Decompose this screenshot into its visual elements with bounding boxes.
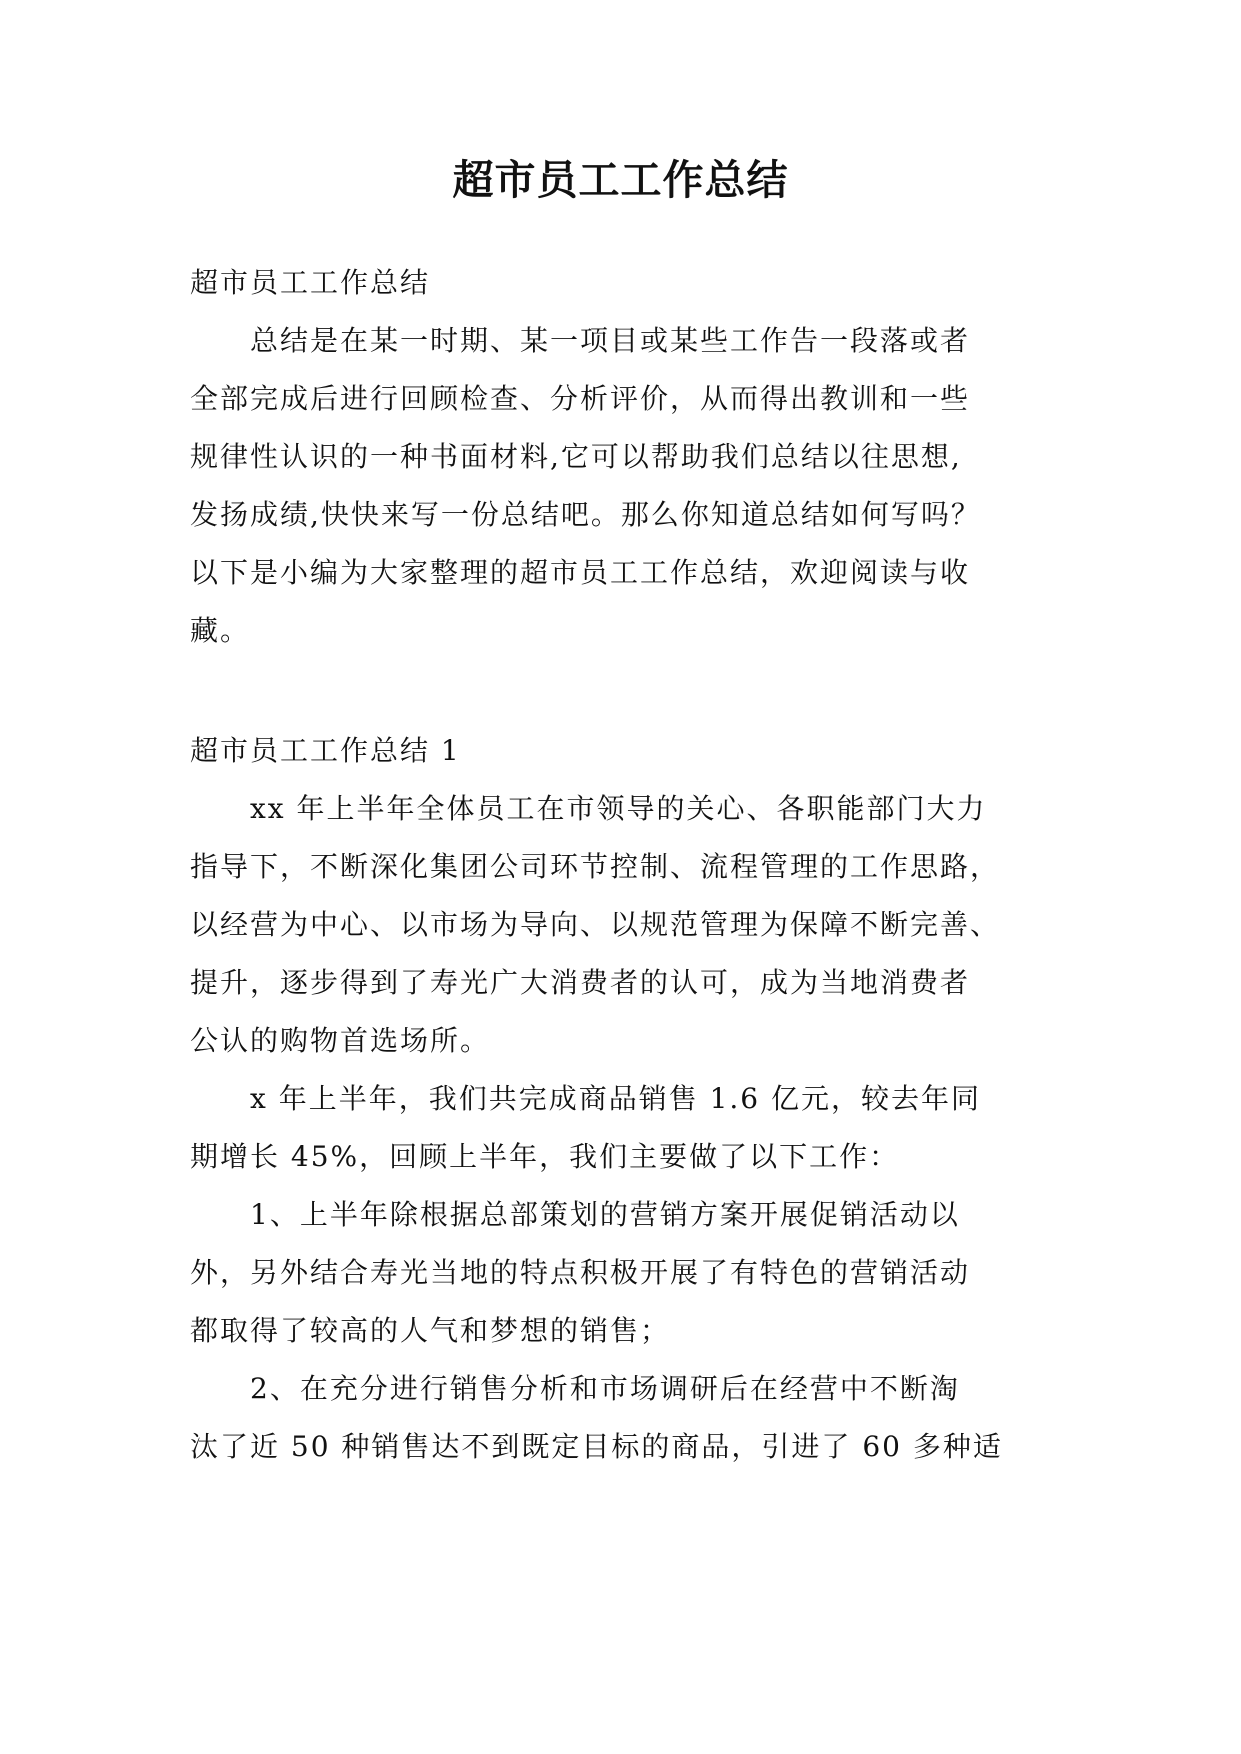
intro-paragraph [190,312,1050,660]
paragraph-item-2 [190,1360,1050,1476]
paragraph-line: 总结是在某一时期、某一项目或某些工作告一段落或者 [190,324,971,357]
paragraph-line: 以下是小编为大家整理的超市员工工作总结，欢迎阅读与收 [190,556,971,589]
paragraph-line: 指导下，不断深化集团公司环节控制、流程管理的工作思路， [190,850,1001,883]
paragraph-line: 汰了近 50 种销售达不到既定目标的商品，引进了 60 多种适 [190,1430,1003,1463]
paragraph-line: 藏。 [190,614,251,647]
section-heading: 超市员工工作总结 1 [190,734,461,767]
intro-section [190,254,1050,660]
paragraph-line: 发扬成绩,快快来写一份总结吧。那么你知道总结如何写吗？ [190,498,981,531]
section-heading: 超市员工工作总结 [190,266,431,299]
paragraph-item-1 [190,1186,1050,1360]
paragraph-line: 规律性认识的一种书面材料,它可以帮助我们总结以往思想, [190,440,962,473]
paragraph-line: 期增长 45%，回顾上半年，我们主要做了以下工作： [190,1140,900,1173]
paragraph-line: 外，另外结合寿光当地的特点积极开展了有特色的营销活动 [190,1256,971,1289]
paragraph-line: 以经营为中心、以市场为导向、以规范管理为保障不断完善、 [190,908,1001,941]
summary-section-1 [190,722,1050,1476]
paragraph-line: x 年上半年，我们共完成商品销售 1.6 亿元，较去年同 [190,1082,982,1115]
document-title: 超市员工工作总结 [452,156,789,204]
paragraph-line: xx 年上半年全体员工在市领导的关心、各职能部门大力 [190,792,987,825]
paragraph-line: 都取得了较高的人气和梦想的销售； [190,1314,671,1347]
paragraph-line: 全部完成后进行回顾检查、分析评价，从而得出教训和一些 [190,382,971,415]
paragraph-line: 公认的购物首选场所。 [190,1024,491,1057]
paragraph-line: 1、上半年除根据总部策划的营销方案开展促销活动以 [190,1198,960,1231]
paragraph-sales [190,1070,1050,1186]
paragraph-line: 提升，逐步得到了寿光广大消费者的认可，成为当地消费者 [190,966,971,999]
paragraph-line: 2、在充分进行销售分析和市场调研后在经营中不断淘 [190,1372,960,1405]
paragraph-overview [190,780,1050,1070]
